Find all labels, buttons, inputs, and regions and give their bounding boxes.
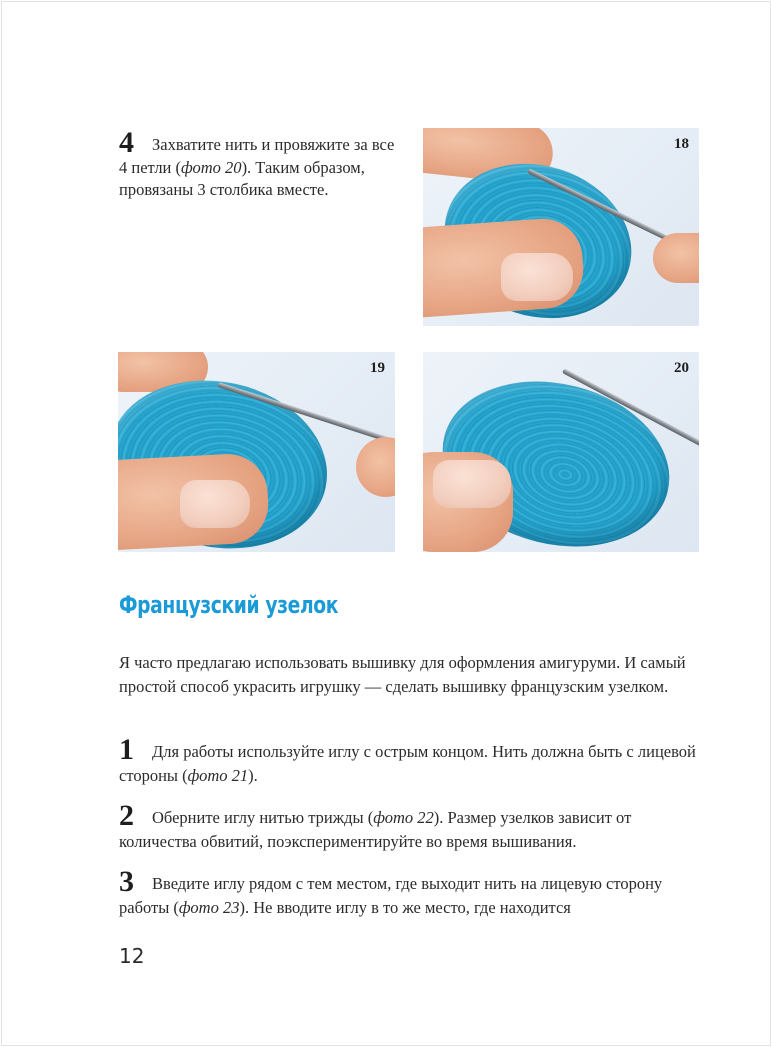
- photo-reference: фото 20: [181, 157, 242, 177]
- photo-reference: фото 23: [178, 897, 240, 917]
- book-page: [1, 1, 771, 1046]
- finger-shape: [356, 437, 395, 497]
- section-title: Французский узелок: [119, 591, 339, 619]
- step-4-paragraph: [119, 126, 399, 202]
- photo-19: [118, 352, 395, 552]
- thumbnail-shape: [501, 253, 573, 301]
- photo-20: [423, 352, 699, 552]
- finger-shape: [653, 233, 699, 283]
- step-2-paragraph: [119, 799, 701, 853]
- photo-number: 20: [674, 360, 689, 376]
- step-text: Введите иглу рядом с тем местом, где выходит нить на лицевую сторону работы (: [119, 874, 663, 917]
- step-text: Оберните иглу нитью трижды (: [152, 808, 374, 827]
- photo-number: 18: [674, 136, 689, 152]
- step-text: ).: [248, 765, 258, 785]
- step-text: ). Не вводите иглу в то же место, где находится: [239, 897, 571, 917]
- thumbnail-shape: [180, 480, 250, 528]
- step-number: 4: [119, 126, 134, 159]
- step-text: Захватите нить и провяжите за все 4 петли (: [119, 135, 395, 177]
- step-3-paragraph: [119, 865, 701, 919]
- photo-reference: фото 22: [373, 808, 434, 827]
- step-number: 3: [119, 865, 134, 898]
- step-number: 2: [119, 799, 134, 832]
- photo-number: 19: [370, 360, 385, 376]
- step-text: Для работы используйте иглу с острым концом. Нить должна быть с лицевой стороны (: [119, 742, 696, 785]
- page-number: 12: [119, 944, 145, 968]
- step-text: ). Таким образом, провязаны 3 столбика вместе.: [119, 157, 365, 199]
- intro-paragraph: Я часто предлагаю использовать вышивку для оформления амигуруми. И самый простой способ украсить игрушку — сделать вышивку французским узелком.: [119, 653, 686, 696]
- photo-reference: фото 21: [187, 765, 249, 785]
- photo-18: [423, 128, 699, 326]
- thumbnail-shape: [433, 460, 511, 508]
- step-1-paragraph: [119, 733, 701, 787]
- step-number: 1: [119, 733, 134, 766]
- step-text: ). Размер узелков зависит от количества обвитий, поэкспериментируйте во время вышивания.: [119, 808, 632, 851]
